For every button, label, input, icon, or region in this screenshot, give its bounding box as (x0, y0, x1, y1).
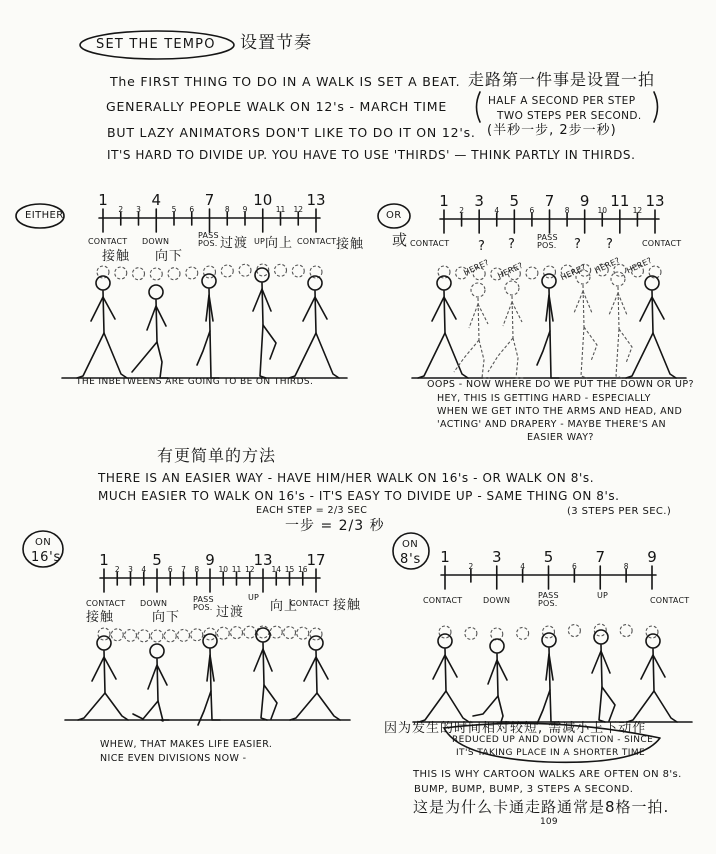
on8-badge-1: ON (402, 539, 419, 550)
or-here-1: HERE? (462, 257, 491, 278)
or-q-4: ? (606, 237, 614, 252)
on8-zh-note: 因为发生的时间相对较短, 需减小上下动作 (384, 721, 647, 736)
on16-zh-contact: 接触 (86, 610, 115, 625)
figure-head (611, 272, 625, 286)
on16-inbetween-label: 3 (128, 565, 133, 574)
on16-label-pass: PASS POS. (193, 595, 214, 613)
on16-zh-pass: 过渡 (216, 605, 245, 620)
middle-zh: 有更简单的方法 (157, 446, 277, 465)
or-figure-2 (537, 274, 559, 378)
on8-label-pass: PASS POS. (538, 591, 559, 609)
or-here-5: HERE? (625, 255, 654, 276)
either-caption: THE INBETWEENS ARE GOING TO BE ON THIRDS. (76, 377, 314, 387)
either-inbetween-label: 6 (189, 205, 195, 214)
inbetween-head-marker (620, 625, 632, 637)
figure-legs (419, 691, 469, 722)
on16-inbetween-label: 7 (181, 565, 186, 574)
or-q-3: ? (574, 237, 582, 252)
figure-head (645, 276, 659, 290)
on16-inbetween-label: 4 (141, 565, 147, 574)
figure-head (150, 644, 164, 658)
inbetween-head-marker (178, 629, 190, 641)
inbetween-head-marker (244, 626, 256, 638)
or-figure-1 (418, 276, 468, 378)
or-frame-label: 9 (579, 192, 590, 210)
figure-legs (77, 333, 127, 378)
inbetween-head-marker (297, 627, 309, 639)
inbetween-head-marker (543, 626, 555, 638)
either-label-pass: PASS POS. (198, 231, 219, 249)
on16-frame-label: 17 (306, 551, 326, 569)
on8-caption-1: REDUCED UP AND DOWN ACTION - SINCE (452, 735, 654, 745)
or-figure-ghost-4 (609, 272, 632, 378)
each-step: EACH STEP = 2/3 SEC (256, 505, 368, 516)
intro-line-1-zh: 走路第一件事是设置一拍 (468, 70, 656, 89)
page-title: SET THE TEMPO (96, 37, 216, 52)
on8-caption-zh: 这是为什么卡通走路通常是8格一拍. (413, 798, 670, 816)
inbetween-head-marker (526, 267, 538, 279)
or-frame-label: 1 (439, 192, 449, 210)
figure-legs (132, 342, 168, 378)
figure-head (96, 276, 110, 290)
on8-caption-2: IT'S TAKING PLACE IN A SHORTER TIME (456, 748, 646, 758)
or-caption-1: OOPS - NOW WHERE DO WE PUT THE DOWN OR UP? (427, 379, 694, 390)
figure-head (437, 276, 451, 290)
figure-legs (473, 696, 509, 722)
on8-figure-4 (592, 630, 615, 722)
figure-legs (616, 329, 632, 378)
figure-legs (627, 691, 677, 722)
figure-head (149, 285, 163, 299)
on8-figure-1 (419, 634, 469, 722)
middle-line-2: MUCH EASIER TO WALK ON 16's - IT'S EASY TO DIVIDE UP - SAME THING ON 8's. (98, 489, 620, 503)
figure-legs (454, 340, 490, 378)
or-badge: OR (386, 210, 402, 221)
on16-inbetween-label: 11 (231, 565, 242, 574)
figure-head (542, 633, 556, 647)
figure-legs (581, 327, 597, 378)
inbetween-head-marker (164, 630, 176, 642)
figure-head (490, 639, 504, 653)
on16-inbetween-label: 8 (194, 565, 200, 574)
or-caption-2: HEY, THIS IS GETTING HARD - ESPECIALLY (437, 393, 651, 404)
either-zh-contact: 接触 (102, 249, 131, 264)
either-figure-3 (197, 274, 219, 378)
either-zh-up: 向上 (265, 236, 294, 251)
inbetween-head-marker (517, 627, 529, 639)
figure-head (542, 274, 556, 288)
on8-inbetween-label: 8 (623, 562, 629, 571)
either-inbetween-label: 9 (242, 205, 248, 214)
figure-legs (260, 325, 276, 378)
or-frame-label: 13 (645, 192, 665, 210)
figure-legs (626, 333, 676, 378)
on16-figure-5 (290, 636, 340, 720)
figure-legs (537, 690, 559, 724)
on8-label-up: UP (597, 591, 609, 600)
inbetween-head-marker (284, 627, 296, 639)
figure-legs (197, 331, 219, 378)
either-frame-label: 1 (98, 191, 108, 209)
figure-head (309, 636, 323, 650)
either-inbetween-label: 5 (171, 205, 177, 214)
either-inbetween-label: 8 (224, 205, 230, 214)
on16-inbetween-label: 12 (244, 565, 255, 574)
figure-head (203, 634, 217, 648)
inbetween-head-marker (221, 265, 233, 277)
inbetween-head-marker (465, 627, 477, 639)
on16-zh-down: 向下 (152, 610, 181, 625)
on16-figure-4 (254, 628, 277, 720)
or-inbetween-label: 6 (529, 206, 535, 215)
inbetween-head-marker (138, 630, 150, 642)
inbetween-head-marker (186, 267, 198, 279)
inbetween-head-marker (270, 626, 282, 638)
figure-legs (488, 338, 524, 378)
on8-inbetween-label: 6 (571, 562, 577, 571)
or-timeline (440, 210, 659, 233)
inbetween-head-marker (239, 264, 251, 276)
on8-caption-3: THIS IS WHY CARTOON WALKS ARE OFTEN ON 8's. (413, 769, 682, 780)
on16-inbetween-label: 6 (167, 565, 173, 574)
note-bracket-right (654, 92, 658, 122)
or-here-2: HERE? (496, 260, 525, 281)
on8-frame-label: 9 (647, 548, 657, 566)
inbetween-head-marker (133, 268, 145, 280)
or-q-1: ? (478, 239, 486, 254)
on16-badge-2: 16's (31, 550, 62, 565)
on16-badge-1: ON (35, 537, 52, 548)
or-frame-label: 11 (610, 192, 630, 210)
page-title-zh: 设置节奏 (240, 33, 312, 53)
on8-badge-2: 8's (400, 552, 422, 567)
on8-figure-3 (537, 633, 559, 724)
on16-label-down: DOWN (140, 599, 168, 608)
or-here-4: HERE? (593, 255, 622, 276)
inbetween-head-marker (491, 628, 503, 640)
on16-figure-1 (78, 636, 128, 720)
on16-inbetween-label: 14 (271, 565, 282, 574)
on16-inbetween-label: 15 (284, 565, 295, 574)
inbetween-head-marker (111, 629, 123, 641)
figure-legs (290, 693, 340, 720)
or-figure-ghost-2 (488, 281, 524, 378)
figure-legs (289, 333, 339, 378)
either-inbetween-label: 12 (293, 205, 304, 214)
either-frame-label: 4 (151, 191, 162, 209)
inbetween-head-marker (150, 268, 162, 280)
inbetween-head-marker (217, 627, 229, 639)
on8-caption-4: BUMP, BUMP, BUMP, 3 STEPS A SECOND. (414, 784, 634, 795)
either-figure-1 (77, 276, 127, 378)
on8-figure-5 (627, 634, 677, 722)
figure-head (97, 636, 111, 650)
or-label-contact2: CONTACT (642, 239, 682, 248)
on16-frame-label: 9 (205, 551, 215, 569)
on8-frame-label: 1 (440, 548, 450, 566)
intro-line-4: IT'S HARD TO DIVIDE UP. YOU HAVE TO USE 'THIRDS' — THINK PARTLY IN THIRDS. (107, 148, 636, 162)
inbetween-head-marker (292, 265, 304, 277)
figure-legs (261, 685, 277, 720)
either-figure-2 (132, 285, 168, 378)
either-label-up: UP (254, 237, 266, 246)
inbetween-head-marker (275, 264, 287, 276)
either-label-contact2: CONTACT (297, 237, 337, 246)
three-steps: (3 STEPS PER SEC.) (567, 506, 672, 517)
or-frame-label: 7 (544, 192, 555, 210)
note-bracket-left (477, 92, 481, 122)
either-frame-label: 13 (306, 191, 326, 209)
or-figure-ghost-3 (574, 270, 597, 378)
either-frame-label: 10 (253, 191, 273, 209)
each-step-zh: 一步 = 2/3 秒 (285, 518, 385, 534)
figure-head (505, 281, 519, 295)
or-inbetween-label: 10 (597, 206, 608, 215)
figure-head (438, 634, 452, 648)
figure-legs (133, 701, 169, 721)
on8-frame-label: 7 (595, 548, 606, 566)
or-figure-ghost-1 (454, 283, 490, 378)
note-half-second: HALF A SECOND PER STEP (488, 95, 636, 107)
either-badge: EITHER (25, 210, 64, 221)
on8-frame-label: 5 (543, 548, 554, 566)
on16-figure-2 (133, 644, 169, 721)
on16-frame-label: 1 (99, 551, 109, 569)
either-figure-4 (253, 268, 276, 378)
or-caption-3: WHEN WE GET INTO THE ARMS AND HEAD, AND (437, 406, 683, 417)
or-inbetween-label: 8 (564, 206, 570, 215)
figure-legs (418, 333, 468, 378)
figure-head (646, 634, 660, 648)
on16-frame-label: 5 (152, 551, 162, 569)
note-two-steps: TWO STEPS PER SECOND. (497, 110, 642, 122)
on16-caption-2: NICE EVEN DIVISIONS NOW - (100, 753, 247, 764)
on8-label-contact2: CONTACT (650, 596, 690, 605)
on8-head-track (439, 624, 658, 640)
page-number: 109 (540, 817, 558, 827)
either-label-contact: CONTACT (88, 237, 128, 246)
inbetween-head-marker (191, 629, 203, 641)
on16-zh-contact2: 接触 (333, 598, 362, 613)
or-frame-label: 5 (509, 192, 520, 210)
inbetween-head-marker (168, 268, 180, 280)
either-frame-label: 7 (204, 191, 215, 209)
either-inbetween-label: 11 (275, 205, 286, 214)
on8-inbetween-label: 4 (520, 562, 526, 571)
either-zh-down: 向下 (155, 249, 184, 264)
on16-figure-3 (198, 634, 220, 725)
or-inbetween-label: 12 (632, 206, 643, 215)
either-inbetween-label: 2 (118, 205, 124, 214)
figure-head (594, 630, 608, 644)
or-here-3: HERE? (559, 262, 588, 283)
or-caption-5: EASIER WAY? (527, 432, 594, 443)
on16-frame-label: 13 (253, 551, 273, 569)
either-zh-pass: 过渡 (220, 236, 249, 251)
either-inbetween-label: 3 (136, 205, 141, 214)
or-label-contact: CONTACT (410, 239, 450, 248)
either-figure-5 (289, 276, 339, 378)
note-zh: (半秒一步, 2步一秒) (487, 123, 617, 138)
or-figure-3 (626, 276, 676, 378)
inbetween-head-marker (125, 629, 137, 641)
either-label-down: DOWN (142, 237, 170, 246)
on16-inbetween-label: 2 (114, 565, 120, 574)
either-head-track (97, 264, 322, 280)
or-q-2: ? (508, 237, 516, 252)
on16-inbetween-label: 16 (297, 565, 308, 574)
on8-label-contact: CONTACT (423, 596, 463, 605)
or-label-pass: PASS POS. (537, 233, 558, 251)
inbetween-head-marker (231, 627, 243, 639)
on16-inbetween-label: 10 (218, 565, 229, 574)
on16-caption-1: WHEW, THAT MAKES LIFE EASIER. (100, 739, 273, 750)
on8-figure-2 (473, 639, 509, 722)
figure-head (202, 274, 216, 288)
on8-inbetween-label: 2 (468, 562, 474, 571)
on16-label-contact: CONTACT (86, 599, 126, 608)
or-inbetween-label: 2 (459, 206, 464, 215)
intro-line-1: The FIRST THING TO DO IN A WALK IS SET A BEAT. (110, 74, 461, 89)
intro-line-2: GENERALLY PEOPLE WALK ON 12's - MARCH TIME (106, 99, 448, 114)
inbetween-head-marker (115, 267, 127, 279)
intro-line-3: BUT LAZY ANIMATORS DON'T LIKE TO DO IT ON 12's. (107, 125, 476, 140)
figure-head (471, 283, 485, 297)
inbetween-head-marker (151, 630, 163, 642)
or-frame-label: 3 (474, 192, 484, 210)
on16-label-up: UP (248, 593, 260, 602)
on16-label-contact2: CONTACT (290, 599, 330, 608)
on16-zh-up: 向上 (270, 599, 299, 614)
inbetween-head-marker (568, 625, 580, 637)
figure-legs (599, 687, 615, 722)
or-caption-4: 'ACTING' AND DRAPERY - MAYBE THERE'S AN (437, 419, 666, 430)
on8-label-down: DOWN (483, 596, 511, 605)
figure-legs (78, 693, 128, 720)
figure-legs (537, 331, 559, 378)
or-badge-zh: 或 (392, 231, 409, 249)
or-inbetween-label: 4 (494, 206, 500, 215)
middle-line-1: THERE IS AN EASIER WAY - HAVE HIM/HER WALK ON 16's - OR WALK ON 8's. (98, 471, 595, 485)
on8-frame-label: 3 (491, 548, 502, 566)
either-zh-contact2: 接触 (336, 237, 365, 252)
